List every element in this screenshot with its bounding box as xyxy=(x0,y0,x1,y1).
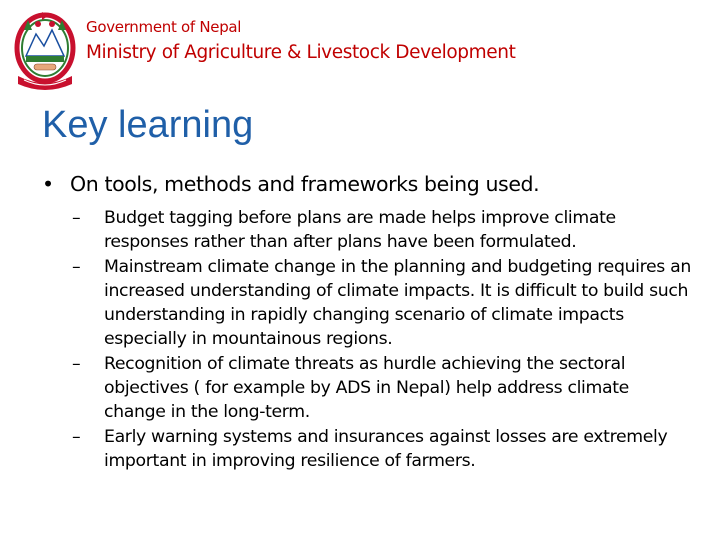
bullet-dot-icon: • xyxy=(42,172,54,196)
nepal-coat-of-arms-icon xyxy=(14,10,76,94)
government-name: Government of Nepal xyxy=(86,18,242,36)
dash-bullet-icon: – xyxy=(72,208,81,228)
sub-bullet-text: Mainstream climate change in the planning and budgeting requires an increased understanding of climate impacts. It is difficult to build such understanding in rapidly changing scenario of climate impacts especially in mountainous regions. xyxy=(104,256,691,350)
ministry-name: Ministry of Agriculture & Livestock Development xyxy=(86,42,516,63)
dash-bullet-icon: – xyxy=(72,256,81,277)
sub-bullet-text: Recognition of climate threats as hurdle achieving the sectoral objectives ( for example by ADS in Nepal) help address climate change in the long-term. xyxy=(104,353,629,423)
sub-bullet-text: Early warning systems and insurances against losses are extremely important in improving resilience of farmers. xyxy=(104,426,668,471)
dash-bullet-icon: – xyxy=(72,426,81,447)
sub-bullet-item xyxy=(72,255,692,352)
slide-title: Key learning xyxy=(42,104,254,146)
sub-bullet-item xyxy=(72,352,692,425)
main-bullet-text: On tools, methods and frameworks being used. xyxy=(70,172,540,196)
sub-bullet-list xyxy=(72,206,692,473)
sub-bullet-text: Budget tagging before plans are made helps improve climate responses rather than after plans have been formulated. xyxy=(104,208,616,253)
sub-bullet-item xyxy=(72,206,692,255)
sub-bullet-item xyxy=(72,425,692,474)
dash-bullet-icon: – xyxy=(72,353,81,374)
